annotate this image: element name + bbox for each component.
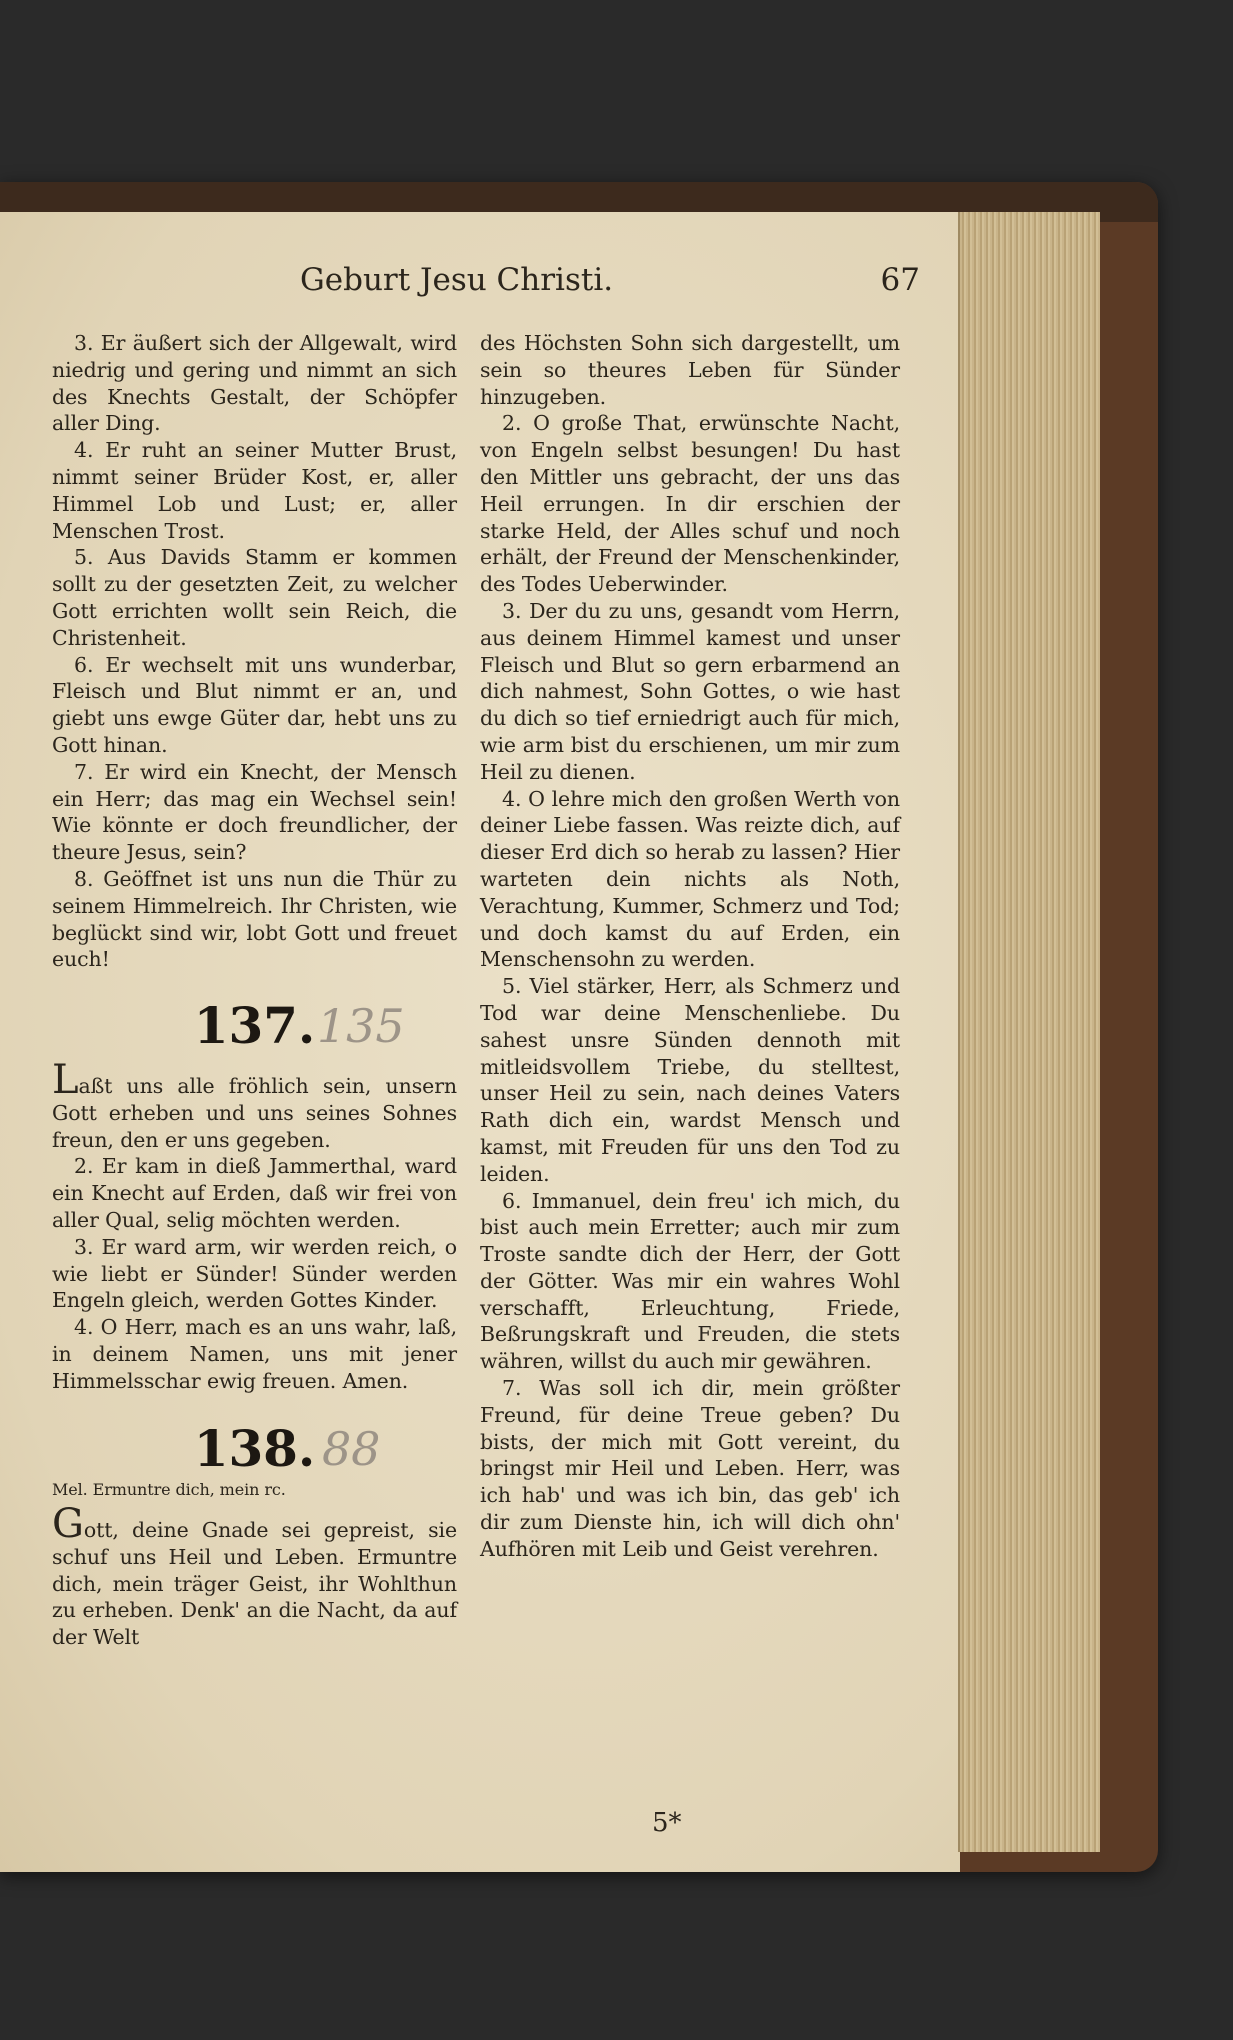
running-head-title: Geburt Jesu Christi. — [300, 262, 614, 298]
verse: 7. Was soll ich dir, mein größter Freund, für deine Treue geben? Du bists, der mich mit Gott vereint, du bringst mir Heil und Leben. Herr, was ich hab' und was ich bin, das geb' ich dir zum Dienste hin, ich will dich ohn' Aufhören mit Leib und Geist verehren. — [480, 1376, 900, 1561]
verse: 6. Immanuel, dein freu' ich mich, du bist auch mein Erretter; auch mir zum Troste sandte dich der Herr, der Gott der Götter. Was mir ein wahres Wohl verschafft, Erleuchtung, Friede, Beßrungskraft und Freuden, die stets währen, willst du auch mir gewähren. — [480, 1188, 900, 1374]
left-column — [52, 330, 457, 1651]
verse: 4. O Herr, mach es an uns wahr, laß, in deinem Namen, uns mit jener Himmelsschar ewig freuen. Amen. — [52, 1315, 457, 1393]
verse: 6. Er wechselt mit uns wunderbar, Fleisch und Blut nimmt er an, und giebt uns ewge Güter dar, hebt uns zu Gott hinan. — [52, 652, 457, 757]
page-number: 67 — [880, 262, 920, 298]
hymn-number-137: 137. 135 — [193, 996, 405, 1056]
pencil-annotation: 88 — [322, 1422, 381, 1477]
drop-capital: G — [52, 1501, 84, 1548]
page-block-edge — [958, 212, 1100, 1852]
verse: 2. Er kam in dieß Jammerthal, ward ein Knecht auf Erden, daß wir frei von aller Qual, selig möchten werden. — [52, 1154, 457, 1232]
verse-continuation: des Höchsten Sohn sich dargestellt, um sein so theures Leben für Sünder hinzugeben. — [480, 331, 900, 409]
verse: 3. Er ward arm, wir werden reich, o wie liebt er Sünder! Sünder werden Engeln gleich, werden Gottes Kinder. — [52, 1234, 457, 1313]
verse: 4. Er ruht an seiner Mutter Brust, nimmt seiner Brüder Kost, er, aller Himmel Lob und Lust; er, aller Menschen Trost. — [52, 438, 457, 543]
hymn-137-first-verse: Laßt uns alle fröhlich sein, unsern Gott erheben und uns seines Sohnes freun, den er uns gegeben. — [52, 1056, 457, 1152]
verse: 4. O lehre mich den großen Werth von deiner Liebe fassen. Was reizte dich, auf dieser Erd dich so herab zu lassen? Hier warteten dein nichts als Noth, Verachtung, Kummer, Schmerz und Tod; und doch kamst du auf Erden, ein Menschensohn zu werden. — [480, 786, 900, 972]
verse: 7. Er wird ein Knecht, der Mensch ein Herr; das mag ein Wechsel sein! Wie könnte er doch freundlicher, der theure Jesus, sein? — [52, 759, 457, 865]
signature-mark: 5* — [652, 1808, 682, 1838]
hymn-number-138: 138. 88 — [193, 1419, 381, 1479]
verse: 5. Aus Davids Stamm er kommen sollt zu der gesetzten Zeit, zu welcher Gott errichten wollt sein Reich, die Christenheit. — [52, 545, 457, 650]
running-head — [300, 262, 920, 298]
verse: 2. O große That, erwünschte Nacht, von Engeln selbst besungen! Du hast den Mittler uns gebracht, der uns das Heil errungen. In dir erschien der starke Held, der Alles schuf und noch erhält, der Freund der Menschenkinder, des Todes Ueberwinder. — [480, 411, 900, 597]
verse: 8. Geöffnet ist uns nun die Thür zu seinem Himmelreich. Ihr Christen, wie beglückt sind wir, lobt Gott und freuet euch! — [52, 866, 457, 972]
drop-capital: L — [52, 1056, 79, 1103]
melody-note: Mel. Ermuntre dich, mein rc. — [52, 1480, 286, 1500]
verse: 3. Er äußert sich der Allgewalt, wird niedrig und gering und nimmt an sich des Knechts Gestalt, der Schöpfer aller Ding. — [52, 331, 457, 436]
hymn-138-first-verse: Gott, deine Gnade sei gepreist, sie schuf uns Heil und Leben. Ermuntre dich, mein träger Geist, ihr Wohlthun zu erheben. Denk' an die Nacht, da auf der Welt — [52, 1501, 457, 1650]
verse: 5. Viel stärker, Herr, als Schmerz und Tod war deine Menschenliebe. Du sahest unsre Sünden dennoth mit mitleidsvollem Triebe, du stelltest, unser Heil zu sein, nach deines Vaters Rath dich ein, wardst Mensch und kamst, mit Freuden für uns den Tod zu leiden. — [480, 974, 900, 1186]
verse: 3. Der du zu uns, gesandt vom Herrn, aus deinem Himmel kamest und unser Fleisch und Blut so gern erbarmend an dich nahmest, Sohn Gottes, o wie hast du dich so tief erniedrigt auch für mich, wie arm bist du erschienen, um mir zum Heil zu dienen. — [480, 598, 900, 784]
pencil-annotation: 135 — [317, 999, 405, 1054]
right-column — [480, 330, 900, 1563]
